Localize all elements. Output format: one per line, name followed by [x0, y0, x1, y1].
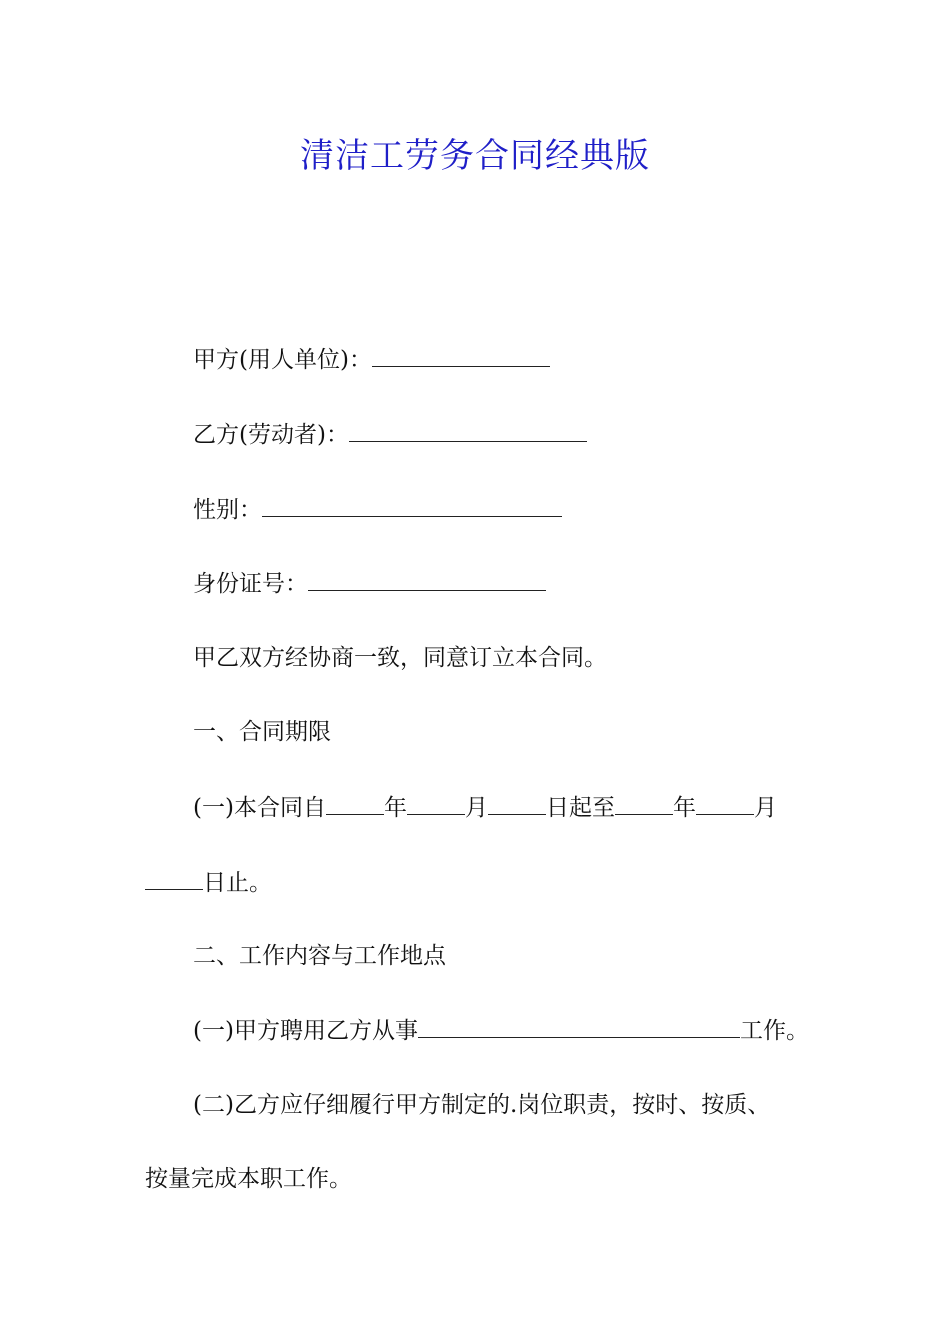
employ-line — [193, 1015, 809, 1046]
party-a-blank — [372, 344, 550, 367]
party-a-line — [193, 344, 550, 375]
term-end-year-blank — [615, 792, 673, 815]
party-b-label: 乙方(劳动者)： — [193, 422, 349, 448]
term-year-1: 年 — [383, 795, 407, 821]
gender-line — [193, 494, 562, 525]
term-end: 日止。 — [203, 870, 272, 896]
party-b-blank — [349, 419, 587, 442]
term-start-day-blank — [488, 792, 546, 815]
term-line-2 — [145, 867, 272, 898]
gender-label: 性别： — [193, 497, 262, 523]
id-number-label: 身份证号： — [193, 571, 308, 597]
term-year-2: 年 — [672, 795, 696, 821]
duty-line-1: (二)乙方应仔细履行甲方制定的.岗位职责，按时、按质、 — [193, 1092, 771, 1118]
term-day-to: 日起至 — [545, 795, 615, 821]
id-number-blank — [308, 568, 546, 591]
term-line-1 — [193, 792, 777, 823]
gender-blank — [262, 494, 562, 517]
term-prefix: (一)本合同自 — [193, 795, 326, 821]
party-b-line — [193, 419, 587, 450]
employ-suffix: 工作。 — [739, 1018, 809, 1044]
term-end-month-blank — [696, 792, 754, 815]
party-a-label: 甲方(用人单位)： — [193, 347, 372, 373]
term-end-day-blank — [145, 867, 203, 890]
id-number-line — [193, 568, 546, 599]
employ-prefix: (一)甲方聘用乙方从事 — [193, 1018, 418, 1044]
section-1-heading: 一、合同期限 — [193, 719, 331, 745]
agreement-paragraph: 甲乙双方经协商一致，同意订立本合同。 — [193, 645, 607, 671]
section-2-heading: 二、工作内容与工作地点 — [193, 943, 446, 969]
term-month-2: 月 — [753, 795, 777, 821]
employ-job-blank — [418, 1015, 740, 1038]
term-start-month-blank — [407, 792, 465, 815]
term-month-1: 月 — [464, 795, 488, 821]
term-start-year-blank — [326, 792, 384, 815]
document-title: 清洁工劳务合同经典版 — [300, 136, 650, 176]
duty-line-2: 按量完成本职工作。 — [145, 1166, 352, 1192]
